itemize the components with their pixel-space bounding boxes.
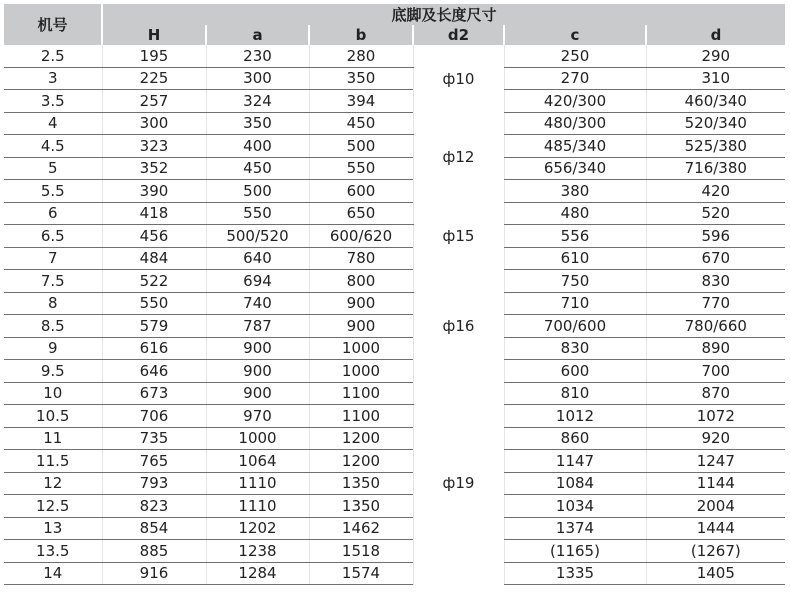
cell-a: 1284 xyxy=(206,562,309,585)
cell-b: 450 xyxy=(309,112,413,135)
cell-c: 480/300 xyxy=(504,112,646,135)
cell-d: 830 xyxy=(646,270,785,293)
cell-d: (1267) xyxy=(646,540,785,563)
cell-no: 12 xyxy=(4,472,102,495)
header-col-H: H xyxy=(102,25,206,45)
cell-H: 522 xyxy=(102,270,206,293)
cell-b: 1518 xyxy=(309,540,413,563)
cell-a: 740 xyxy=(206,292,309,315)
cell-a: 500 xyxy=(206,180,309,203)
cell-d: 920 xyxy=(646,427,785,450)
cell-b: 350 xyxy=(309,67,413,90)
table-row xyxy=(4,180,785,203)
cell-a: 400 xyxy=(206,135,309,158)
table-row xyxy=(4,495,785,518)
header-col-d: d xyxy=(646,25,785,45)
cell-b: 1350 xyxy=(309,472,413,495)
cell-a: 900 xyxy=(206,382,309,405)
table-row xyxy=(4,315,785,338)
cell-d: 290 xyxy=(646,45,785,67)
cell-H: 418 xyxy=(102,202,206,225)
cell-b: 1350 xyxy=(309,495,413,518)
dimension-table xyxy=(4,4,785,585)
cell-H: 823 xyxy=(102,495,206,518)
table-row xyxy=(4,157,785,180)
cell-a: 450 xyxy=(206,157,309,180)
cell-H: 646 xyxy=(102,360,206,383)
cell-no: 7.5 xyxy=(4,270,102,293)
cell-a: 1064 xyxy=(206,450,309,473)
cell-b: 600/620 xyxy=(309,225,413,248)
table-row xyxy=(4,45,785,67)
cell-d: 2004 xyxy=(646,495,785,518)
cell-H: 579 xyxy=(102,315,206,338)
cell-H: 352 xyxy=(102,157,206,180)
table-row xyxy=(4,337,785,360)
cell-c: 656/340 xyxy=(504,157,646,180)
cell-b: 1000 xyxy=(309,360,413,383)
header-col-c: c xyxy=(504,25,646,45)
cell-no: 3.5 xyxy=(4,90,102,113)
cell-no: 13.5 xyxy=(4,540,102,563)
cell-no: 9.5 xyxy=(4,360,102,383)
table-row xyxy=(4,382,785,405)
cell-no: 10.5 xyxy=(4,405,102,428)
cell-c: 860 xyxy=(504,427,646,450)
table-body xyxy=(4,45,785,585)
cell-b: 1000 xyxy=(309,337,413,360)
cell-d: 1144 xyxy=(646,472,785,495)
cell-H: 225 xyxy=(102,67,206,90)
cell-c: 1147 xyxy=(504,450,646,473)
cell-b: 1200 xyxy=(309,427,413,450)
cell-c: 830 xyxy=(504,337,646,360)
cell-b: 280 xyxy=(309,45,413,67)
cell-b: 394 xyxy=(309,90,413,113)
cell-H: 854 xyxy=(102,517,206,540)
table-row xyxy=(4,112,785,135)
cell-d: 310 xyxy=(646,67,785,90)
cell-b: 1574 xyxy=(309,562,413,585)
cell-d2-group: ф16 xyxy=(413,270,504,383)
table-row xyxy=(4,427,785,450)
table-row xyxy=(4,67,785,90)
cell-b: 900 xyxy=(309,292,413,315)
cell-a: 350 xyxy=(206,112,309,135)
cell-d: 520 xyxy=(646,202,785,225)
cell-no: 11.5 xyxy=(4,450,102,473)
cell-H: 793 xyxy=(102,472,206,495)
cell-a: 300 xyxy=(206,67,309,90)
cell-no: 10 xyxy=(4,382,102,405)
cell-d: 700 xyxy=(646,360,785,383)
cell-c: 1374 xyxy=(504,517,646,540)
cell-c: 1012 xyxy=(504,405,646,428)
cell-no: 5.5 xyxy=(4,180,102,203)
table-row xyxy=(4,562,785,585)
cell-a: 787 xyxy=(206,315,309,338)
cell-b: 1462 xyxy=(309,517,413,540)
cell-no: 5 xyxy=(4,157,102,180)
cell-b: 780 xyxy=(309,247,413,270)
cell-no: 11 xyxy=(4,427,102,450)
cell-no: 7 xyxy=(4,247,102,270)
cell-no: 9 xyxy=(4,337,102,360)
cell-no: 8.5 xyxy=(4,315,102,338)
cell-a: 1238 xyxy=(206,540,309,563)
cell-c: 485/340 xyxy=(504,135,646,158)
cell-no: 14 xyxy=(4,562,102,585)
table-row xyxy=(4,360,785,383)
table-row xyxy=(4,247,785,270)
cell-d: 420 xyxy=(646,180,785,203)
cell-c: 556 xyxy=(504,225,646,248)
cell-H: 673 xyxy=(102,382,206,405)
cell-c: 600 xyxy=(504,360,646,383)
table-row xyxy=(4,270,785,293)
cell-a: 694 xyxy=(206,270,309,293)
cell-H: 765 xyxy=(102,450,206,473)
header-col-d2: d2 xyxy=(413,25,504,45)
cell-d2-group: ф19 xyxy=(413,382,504,585)
cell-a: 970 xyxy=(206,405,309,428)
cell-d: 1247 xyxy=(646,450,785,473)
cell-c: 380 xyxy=(504,180,646,203)
cell-c: 270 xyxy=(504,67,646,90)
cell-d: 1405 xyxy=(646,562,785,585)
cell-b: 1100 xyxy=(309,382,413,405)
cell-b: 550 xyxy=(309,157,413,180)
cell-b: 900 xyxy=(309,315,413,338)
cell-no: 13 xyxy=(4,517,102,540)
cell-a: 1202 xyxy=(206,517,309,540)
cell-H: 550 xyxy=(102,292,206,315)
cell-a: 900 xyxy=(206,360,309,383)
cell-no: 3 xyxy=(4,67,102,90)
cell-H: 735 xyxy=(102,427,206,450)
cell-H: 916 xyxy=(102,562,206,585)
cell-d: 520/340 xyxy=(646,112,785,135)
cell-c: 480 xyxy=(504,202,646,225)
cell-d: 716/380 xyxy=(646,157,785,180)
cell-b: 650 xyxy=(309,202,413,225)
table-row xyxy=(4,135,785,158)
cell-H: 390 xyxy=(102,180,206,203)
table-row xyxy=(4,202,785,225)
table-row xyxy=(4,405,785,428)
cell-H: 484 xyxy=(102,247,206,270)
cell-d: 1444 xyxy=(646,517,785,540)
cell-c: 1084 xyxy=(504,472,646,495)
cell-d: 770 xyxy=(646,292,785,315)
cell-b: 800 xyxy=(309,270,413,293)
cell-c: 610 xyxy=(504,247,646,270)
cell-d: 670 xyxy=(646,247,785,270)
cell-c: 1034 xyxy=(504,495,646,518)
cell-c: 700/600 xyxy=(504,315,646,338)
cell-no: 12.5 xyxy=(4,495,102,518)
cell-d2-group: ф12 xyxy=(413,112,504,202)
cell-c: 1335 xyxy=(504,562,646,585)
cell-H: 257 xyxy=(102,90,206,113)
table-row xyxy=(4,90,785,113)
cell-a: 900 xyxy=(206,337,309,360)
table-row xyxy=(4,292,785,315)
cell-no: 6.5 xyxy=(4,225,102,248)
cell-c: 420/300 xyxy=(504,90,646,113)
cell-a: 1000 xyxy=(206,427,309,450)
cell-c: 810 xyxy=(504,382,646,405)
cell-c: 250 xyxy=(504,45,646,67)
cell-a: 640 xyxy=(206,247,309,270)
header-machine-no: 机号 xyxy=(4,4,102,45)
table-row xyxy=(4,225,785,248)
cell-d: 870 xyxy=(646,382,785,405)
cell-H: 885 xyxy=(102,540,206,563)
cell-d: 780/660 xyxy=(646,315,785,338)
dimension-table-wrapper xyxy=(4,4,785,585)
table-row xyxy=(4,450,785,473)
cell-H: 456 xyxy=(102,225,206,248)
cell-a: 324 xyxy=(206,90,309,113)
cell-no: 4 xyxy=(4,112,102,135)
cell-d2-group: ф15 xyxy=(413,202,504,270)
table-row xyxy=(4,517,785,540)
cell-d: 1072 xyxy=(646,405,785,428)
table-row xyxy=(4,540,785,563)
cell-b: 1200 xyxy=(309,450,413,473)
cell-d: 525/380 xyxy=(646,135,785,158)
cell-H: 616 xyxy=(102,337,206,360)
cell-c: 750 xyxy=(504,270,646,293)
header-group: 底脚及长度尺寸 xyxy=(102,4,785,25)
cell-c: 710 xyxy=(504,292,646,315)
table-row xyxy=(4,472,785,495)
cell-b: 500 xyxy=(309,135,413,158)
header-col-a: a xyxy=(206,25,309,45)
cell-no: 6 xyxy=(4,202,102,225)
cell-H: 300 xyxy=(102,112,206,135)
header-col-b: b xyxy=(309,25,413,45)
cell-b: 1100 xyxy=(309,405,413,428)
cell-no: 2.5 xyxy=(4,45,102,67)
cell-c: (1165) xyxy=(504,540,646,563)
cell-a: 500/520 xyxy=(206,225,309,248)
cell-H: 195 xyxy=(102,45,206,67)
cell-b: 600 xyxy=(309,180,413,203)
cell-no: 4.5 xyxy=(4,135,102,158)
cell-H: 706 xyxy=(102,405,206,428)
cell-a: 1110 xyxy=(206,495,309,518)
cell-d: 890 xyxy=(646,337,785,360)
cell-d2-group: ф10 xyxy=(413,45,504,112)
cell-a: 550 xyxy=(206,202,309,225)
cell-a: 230 xyxy=(206,45,309,67)
cell-a: 1110 xyxy=(206,472,309,495)
cell-H: 323 xyxy=(102,135,206,158)
cell-d: 596 xyxy=(646,225,785,248)
cell-no: 8 xyxy=(4,292,102,315)
cell-d: 460/340 xyxy=(646,90,785,113)
